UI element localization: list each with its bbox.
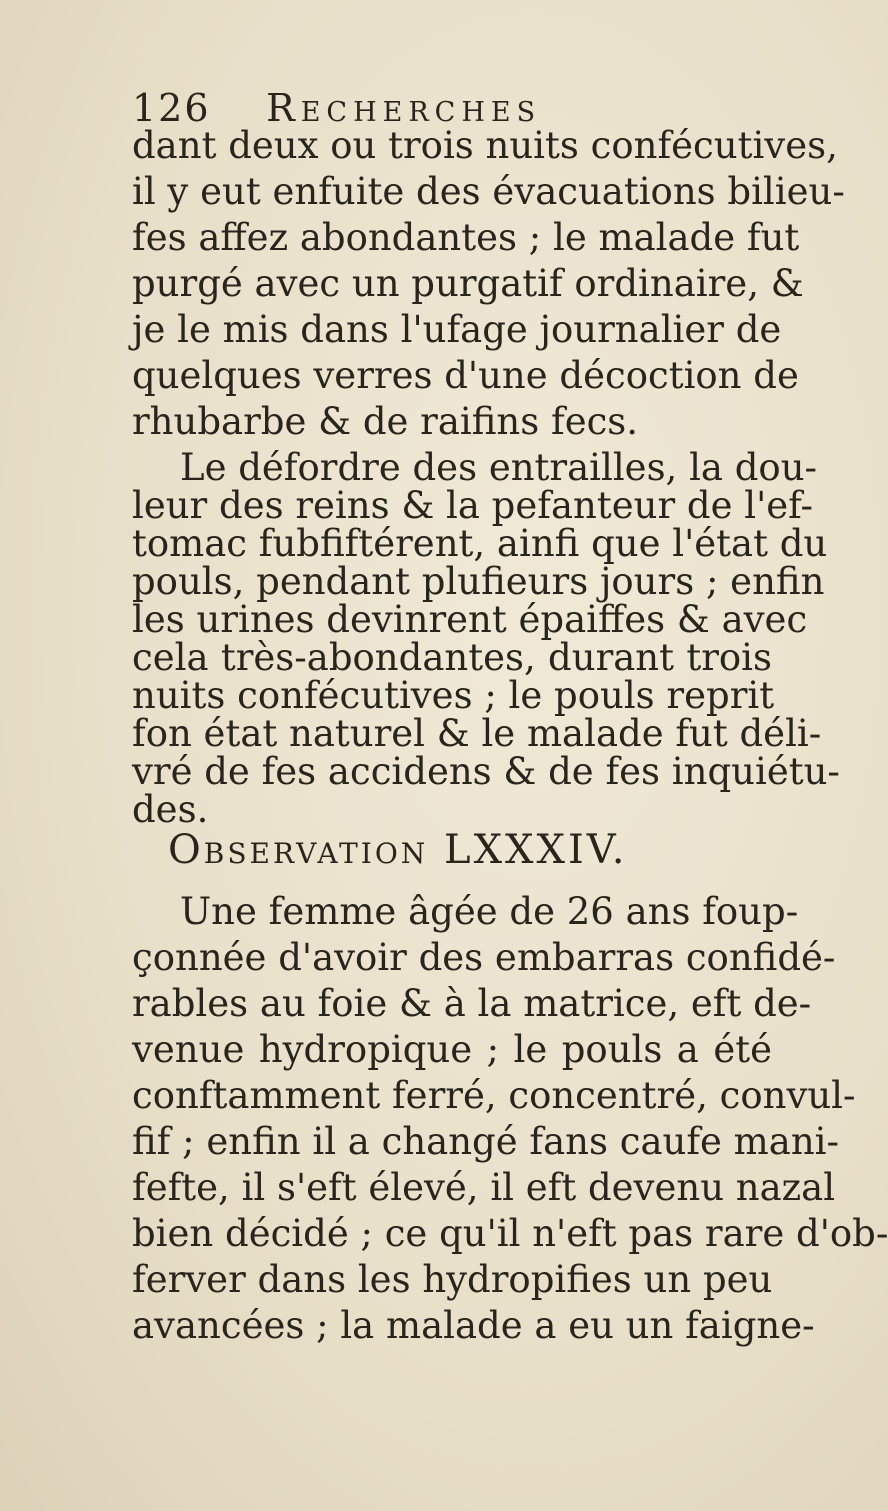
text-line: avancées ; la malade a eu un faigne- xyxy=(132,1304,815,1347)
text-line: rables au foie & à la matrice, eft de- xyxy=(132,982,812,1025)
text-line: çonnée d'avoir des embarras confidé- xyxy=(132,936,836,979)
text-line: fefte, il s'eft élevé, il eft devenu nazal xyxy=(132,1166,836,1209)
text-line: fes affez abondantes ; le malade fut xyxy=(132,216,800,259)
text-line: quelques verres d'une décoction de xyxy=(132,354,799,397)
text-line: les urines devinrent épaiffes & avec xyxy=(132,598,808,641)
text-line: venue hydropique ; le pouls a été xyxy=(132,1028,772,1071)
text-line: Le défordre des entrailles, la dou- xyxy=(180,446,818,489)
text-line: conftamment ferré, concentré, convul- xyxy=(132,1074,856,1117)
text-line: pouls, pendant plufieurs jours ; enfin xyxy=(132,560,825,603)
text-line: nuits confécutives ; le pouls reprit xyxy=(132,674,775,717)
observation-heading xyxy=(168,827,627,873)
page-number: 126 xyxy=(132,86,211,130)
text-line: il y eut enfuite des évacuations bilieu- xyxy=(132,170,845,213)
text-line: purgé avec un purgatif ordinaire, & xyxy=(132,262,804,305)
text-line: tomac fubfiftérent, ainfi que l'état du xyxy=(132,522,828,565)
text-line: je le mis dans l'ufage journalier de xyxy=(132,308,782,351)
running-title: Recherches xyxy=(266,86,542,130)
text-line: cela très-abondantes, durant trois xyxy=(132,636,772,679)
text-line: bien décidé ; ce qu'il n'eft pas rare d'ob- xyxy=(132,1212,888,1255)
text-line: fon état naturel & le malade fut déli- xyxy=(132,712,822,755)
text-line: rhubarbe & de raifins fecs. xyxy=(132,400,639,443)
text-line: dant deux ou trois nuits confécutives, xyxy=(132,124,838,167)
text-line: des. xyxy=(132,788,209,831)
text-line: ferver dans les hydropifies un peu xyxy=(132,1258,773,1301)
text-line: vré de fes accidens & de fes inquiétu- xyxy=(132,750,840,793)
observation-number: LXXXIV. xyxy=(444,827,628,873)
text-line: Une femme âgée de 26 ans foup- xyxy=(180,890,799,933)
text-line: leur des reins & la pefanteur de l'ef- xyxy=(132,484,814,527)
text-line: fif ; enfin il a changé fans caufe mani- xyxy=(132,1120,839,1163)
observation-label: Observation xyxy=(168,827,429,873)
